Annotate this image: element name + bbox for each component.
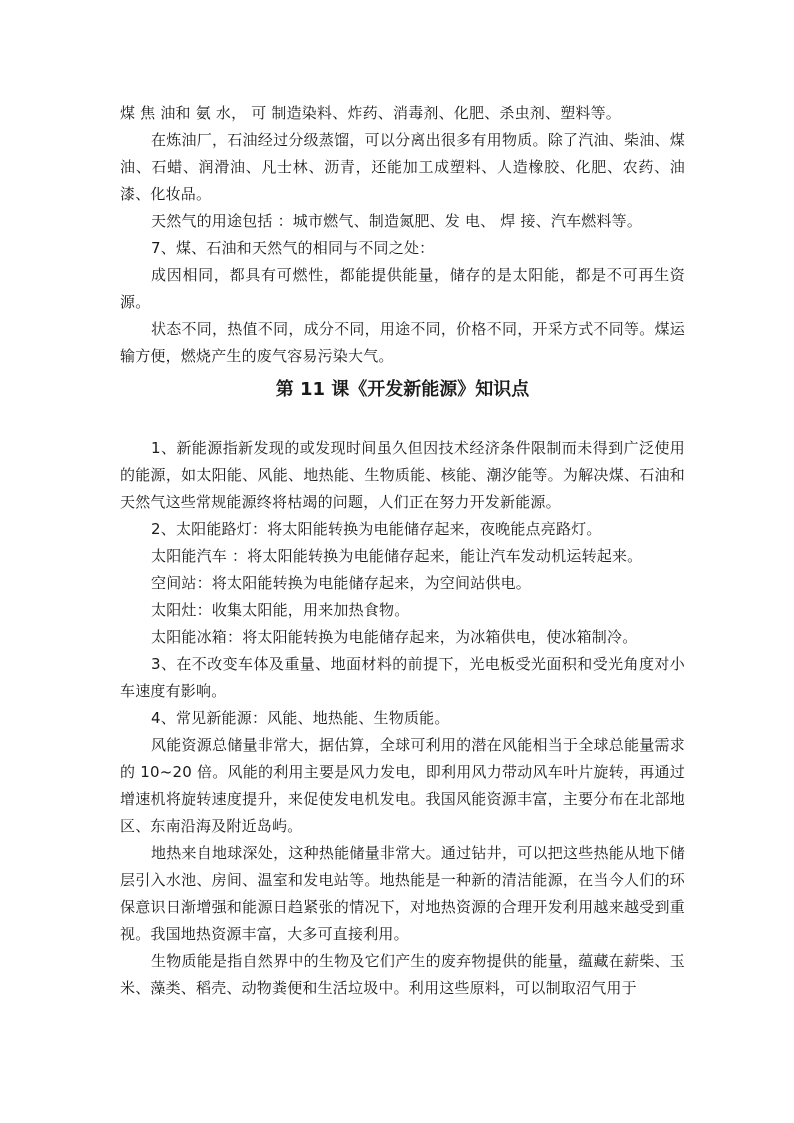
paragraph-solar-fridge: 太阳能冰箱：将太阳能转换为电能储存起来，为冰箱供电，使冰箱制冷。 xyxy=(151,628,638,646)
paragraph-point-4-common-new-energy: 4、常见新能源：风能、地热能、生物质能。 xyxy=(151,709,450,727)
paragraph-solar-street-light: 2、太阳能路灯：将太阳能转换为电能储存起来，夜晚能点亮路灯。 xyxy=(151,520,602,538)
paragraph-biomass-energy: 生物质能是指自然界中的生物及它们产生的废弃物提供的能量，蕴藏在薪柴、玉米、藻类、稻壳、动物粪便和生活垃圾中。利用这些原料，可以制取沼气用于 xyxy=(120,952,685,997)
paragraph-natural-gas-uses: 天然气的用途包括 ：城市燃气、制造氮肥、发 电、 焊 接、汽车燃料等。 xyxy=(151,212,643,230)
paragraph-point-1-new-energy: 1、新能源指新发现的或发现时间虽久但因技术经济条件限制而未得到广泛使用的能源，如太阳能、风能、地热能、生物质能、核能、潮汐能等。为解决煤、石油和天然气这些常规能源终将枯竭的问题，人们正在努力开发新能源。 xyxy=(120,439,685,511)
paragraph-similarities: 成因相同，都具有可燃性，都能提供能量，储存的是太阳能，都是不可再生资源。 xyxy=(120,266,685,311)
lesson-title: 第 11 课《开发新能源》知识点 xyxy=(275,379,530,400)
paragraph-solar-cooker: 太阳灶：收集太阳能，用来加热食物。 xyxy=(151,601,410,619)
paragraph-wind-energy: 风能资源总储量非常大，据估算，全球可利用的潜在风能相当于全球总能量需求的 10~20 倍。风能的利用主要是风力发电，即利用风力带动风车叶片旋转，再通过增速机将旋转速度提升，来促使发电机发电。我国风能资源丰富，主要分布在北部地区、东南沿海及附近岛屿。 xyxy=(120,736,685,835)
paragraph-differences: 状态不同，热值不同，成分不同，用途不同，价格不同，开采方式不同等。煤运输方便，燃烧产生的废气容易污染大气。 xyxy=(120,320,685,365)
paragraph-solar-car: 太阳能汽车 ：将太阳能转换为电能储存起来，能让汽车发动机运转起来。 xyxy=(151,547,643,565)
heading-point-7: 7、煤、石油和天然气的相同与不同之处： xyxy=(151,239,435,257)
paragraph-point-3-photovoltaic: 3、在不改变车体及重量、地面材料的前提下，光电板受光面积和受光角度对小车速度有影响。 xyxy=(120,655,685,700)
paragraph-space-station: 空间站：将太阳能转换为电能储存起来，为空间站供电。 xyxy=(151,574,532,592)
paragraph-coal-tar-uses: 煤 焦 油和 氨 水， 可 制造染料、炸药、消毒剂、化肥、杀虫剂、塑料等。 xyxy=(120,104,622,122)
paragraph-oil-refinery: 在炼油厂，石油经过分级蒸馏，可以分离出很多有用物质。除了汽油、柴油、煤油、石蜡、润滑油、凡士林、沥青，还能加工成塑料、人造橡胶、化肥、农药、油漆、化妆品。 xyxy=(120,131,685,203)
paragraph-geothermal-energy: 地热来自地球深处，这种热能储量非常大。通过钻井，可以把这些热能从地下储层引入水池、房间、温室和发电站等。地热能是一种新的清洁能源，在当今人们的环保意识日渐增强和能源日趋紧张的情况下，对地热资源的合理开发利用越来越受到重视。我国地热资源丰富，大多可直接利用。 xyxy=(120,844,685,943)
